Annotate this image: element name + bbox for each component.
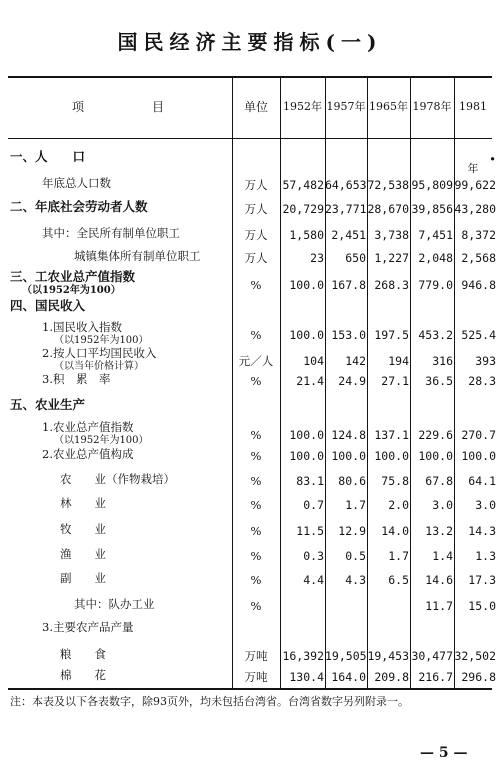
- value-cell: 209.8: [374, 670, 409, 684]
- value-cell: 57,482: [282, 178, 324, 192]
- value-cell: 4.4: [303, 573, 324, 587]
- row-label-text: 粮 食: [60, 647, 106, 661]
- table-row: [8, 597, 496, 621]
- unit-cell: %: [250, 524, 262, 538]
- table-row: [8, 522, 496, 546]
- unit-cell: 万人: [244, 202, 268, 216]
- table-row: [8, 571, 496, 595]
- unit-cell: 元／人: [238, 354, 274, 368]
- unit-cell: %: [250, 449, 262, 463]
- unit-cell: %: [250, 573, 262, 587]
- table-row: [8, 547, 496, 571]
- header-year: 1957年: [326, 100, 366, 113]
- value-cell: 296.8: [461, 670, 496, 684]
- value-cell: 72,538: [367, 178, 409, 192]
- value-cell: 83.1: [296, 474, 324, 488]
- value-cell: 0.3: [303, 549, 324, 563]
- row-label: [60, 496, 106, 510]
- value-cell: 23,771: [325, 202, 367, 216]
- row-label-text: 四、国民收入: [10, 298, 86, 313]
- row-label-text: 1.农业总产值指数: [42, 420, 134, 434]
- header-year: 1952年: [283, 100, 322, 113]
- value-cell: 19,505: [325, 649, 367, 663]
- value-cell: 100.0: [418, 449, 453, 463]
- value-cell: 75.8: [381, 474, 409, 488]
- row-label: [60, 647, 106, 661]
- value-cell: 4.3: [345, 573, 366, 587]
- row-label-text: 三、工农业总产值指数: [10, 269, 136, 284]
- row-sublabel: （以1952年为100）: [54, 335, 149, 346]
- value-cell: 100.0: [289, 428, 324, 442]
- value-cell: 99,622: [454, 178, 496, 192]
- value-cell: 7,451: [418, 228, 453, 242]
- value-cell: 80.6: [338, 474, 366, 488]
- value-cell: 2,568: [461, 251, 496, 265]
- row-label-text: 1.国民收入指数: [42, 320, 122, 334]
- section-label: [10, 150, 85, 164]
- value-cell: 1.3: [475, 549, 496, 563]
- value-cell: 316: [432, 354, 453, 368]
- header-unit: 单位: [243, 100, 268, 114]
- row-label-text: 一、人 口: [10, 149, 86, 164]
- value-cell: 20,729: [282, 202, 324, 216]
- value-cell: 100.0: [289, 328, 324, 342]
- value-cell: 43,280: [454, 202, 496, 216]
- value-cell: 3.0: [432, 498, 453, 512]
- footnote: 注：本表及以下各表数字，除93页外，均未包括台湾省。台湾省数字另列附录一。: [10, 695, 409, 708]
- value-cell: 3,738: [374, 228, 409, 242]
- row-label-text: 渔 业: [60, 547, 106, 561]
- value-cell: 14.6: [425, 573, 453, 587]
- table-row: [8, 447, 496, 471]
- value-cell: 2,048: [418, 251, 453, 265]
- value-cell: 268.3: [374, 278, 409, 292]
- table-row: [8, 472, 496, 496]
- value-cell: 100.0: [289, 449, 324, 463]
- row-label-text: 副 业: [60, 571, 106, 585]
- value-cell: 24.9: [338, 374, 366, 388]
- value-cell: 39,856: [411, 202, 453, 216]
- value-cell: 1,227: [374, 251, 409, 265]
- table-row: [8, 269, 496, 300]
- value-cell: 2.0: [388, 498, 409, 512]
- value-cell: 946.8: [461, 278, 496, 292]
- value-cell: 525.4: [461, 328, 496, 342]
- row-label: [74, 597, 155, 611]
- value-cell: 64.1: [468, 474, 496, 488]
- value-cell: 8,372: [461, 228, 496, 242]
- value-cell: 30,477: [411, 649, 453, 663]
- row-sublabel: （以当年价格计算）: [54, 361, 144, 372]
- section-label: [10, 299, 85, 313]
- value-cell: 17.3: [468, 573, 496, 587]
- value-cell: 453.2: [418, 328, 453, 342]
- row-label: [42, 346, 156, 374]
- table-row: [8, 372, 496, 396]
- value-cell: 11.5: [296, 524, 324, 538]
- table-row: [8, 496, 496, 520]
- unit-cell: %: [250, 498, 262, 512]
- value-cell: 11.7: [425, 599, 453, 613]
- value-cell: 270.7: [461, 428, 496, 442]
- row-label: [60, 472, 175, 486]
- unit-cell: %: [250, 428, 262, 442]
- value-cell: 100.0: [461, 449, 496, 463]
- value-cell: 393: [475, 354, 496, 368]
- row-label: [42, 620, 133, 634]
- value-cell: 0.7: [303, 498, 324, 512]
- table-row: [8, 226, 496, 250]
- section-label: [10, 200, 148, 214]
- row-label: [42, 420, 149, 448]
- value-cell: 28,670: [367, 202, 409, 216]
- row-label-text: 其中：全民所有制单位职工: [42, 226, 180, 240]
- value-cell: 100.0: [331, 449, 366, 463]
- value-cell: 100.0: [289, 278, 324, 292]
- value-cell: 0.5: [345, 549, 366, 563]
- value-cell: 153.0: [331, 328, 366, 342]
- unit-cell: 万吨: [244, 670, 268, 684]
- value-cell: •: [489, 152, 496, 166]
- page-number: — 5 —: [420, 745, 468, 761]
- unit-cell: %: [250, 549, 262, 563]
- unit-cell: %: [250, 599, 262, 613]
- header-bottom-rule: [8, 138, 492, 139]
- value-cell: 19,453: [367, 649, 409, 663]
- table-row: [8, 176, 496, 200]
- unit-cell: 万人: [244, 251, 268, 265]
- page-title: 国民经济主要指标(一): [117, 30, 383, 54]
- header-year: 1978年: [412, 100, 452, 113]
- header-item: 项 目: [71, 100, 168, 114]
- value-cell: 167.8: [331, 278, 366, 292]
- row-label-text: 3.主要农产品产量: [42, 620, 134, 634]
- value-cell: 21.4: [296, 374, 324, 388]
- value-cell: 216.7: [418, 670, 453, 684]
- row-label: [60, 668, 106, 682]
- value-cell: 36.5: [425, 374, 453, 388]
- section-label: [10, 398, 85, 412]
- table-row: [8, 620, 492, 644]
- unit-cell: %: [250, 474, 262, 488]
- row-sublabel: （以1952年为100）: [54, 435, 149, 446]
- row-label-text: 2.农业总产值构成: [42, 447, 134, 461]
- row-label-text: 3.积 累 率: [42, 372, 111, 386]
- value-cell: 104: [303, 354, 324, 368]
- section-label: [10, 270, 135, 298]
- header-year: 1981年: [459, 100, 487, 175]
- value-cell: 28.3: [468, 374, 496, 388]
- value-cell: 67.8: [425, 474, 453, 488]
- value-cell: 194: [388, 354, 409, 368]
- value-cell: 32,502: [454, 649, 496, 663]
- value-cell: 142: [345, 354, 366, 368]
- unit-cell: %: [250, 374, 262, 388]
- value-cell: 1,580: [289, 228, 324, 242]
- value-cell: 130.4: [289, 670, 324, 684]
- value-cell: 14.3: [468, 524, 496, 538]
- row-label-text: 农 业（作物栽培）: [60, 472, 175, 486]
- value-cell: 164.0: [331, 670, 366, 684]
- value-cell: 12.9: [338, 524, 366, 538]
- value-cell: 1.7: [345, 498, 366, 512]
- row-label-text: 二、年底社会劳动者人数: [10, 199, 148, 214]
- value-cell: 1.7: [388, 549, 409, 563]
- row-label-text: 林 业: [60, 496, 106, 510]
- row-label: [42, 372, 110, 386]
- row-label: [60, 571, 106, 585]
- value-cell: 137.1: [374, 428, 409, 442]
- value-cell: 779.0: [418, 278, 453, 292]
- row-label-text: 棉 花: [60, 668, 106, 682]
- value-cell: 23: [310, 251, 324, 265]
- value-cell: 27.1: [381, 374, 409, 388]
- header-year: 1965年: [369, 100, 408, 113]
- value-cell: 100.0: [374, 449, 409, 463]
- table-row: [8, 199, 496, 224]
- table-row: [8, 149, 496, 174]
- row-label-text: 2.按人口平均国民收入: [42, 346, 157, 360]
- row-label-text: 五、农业生产: [10, 397, 86, 412]
- value-cell: 197.5: [374, 328, 409, 342]
- unit-cell: %: [250, 328, 262, 342]
- value-cell: 229.6: [418, 428, 453, 442]
- value-cell: 15.0: [468, 599, 496, 613]
- row-label: [60, 547, 106, 561]
- row-label-text: 年底总人口数: [42, 176, 111, 190]
- row-label: [42, 447, 133, 461]
- row-label-text: 牧 业: [60, 522, 106, 536]
- unit-cell: 万人: [244, 178, 268, 192]
- row-label: [42, 176, 111, 190]
- row-label: [42, 320, 149, 348]
- value-cell: 3.0: [475, 498, 496, 512]
- value-cell: 95,809: [411, 178, 453, 192]
- table-row: [8, 668, 496, 692]
- value-cell: 124.8: [331, 428, 366, 442]
- value-cell: 1.4: [432, 549, 453, 563]
- value-cell: 6.5: [388, 573, 409, 587]
- row-label-text: 其中：队办工业: [74, 597, 155, 611]
- row-sublabel: （以1952年为100）: [22, 285, 121, 296]
- value-cell: 64,653: [325, 178, 367, 192]
- value-cell: 650: [345, 251, 366, 265]
- unit-cell: 万吨: [244, 649, 268, 663]
- table-row: [8, 398, 492, 422]
- value-cell: 14.0: [381, 524, 409, 538]
- value-cell: 16,392: [282, 649, 324, 663]
- value-cell: 2,451: [331, 228, 366, 242]
- unit-cell: 万人: [244, 228, 268, 242]
- unit-cell: %: [250, 278, 262, 292]
- row-label: [74, 249, 201, 263]
- value-cell: 13.2: [425, 524, 453, 538]
- table-row: [8, 420, 496, 450]
- row-label: [42, 226, 180, 240]
- row-label: [60, 522, 106, 536]
- row-label-text: 城镇集体所有制单位职工: [74, 249, 201, 263]
